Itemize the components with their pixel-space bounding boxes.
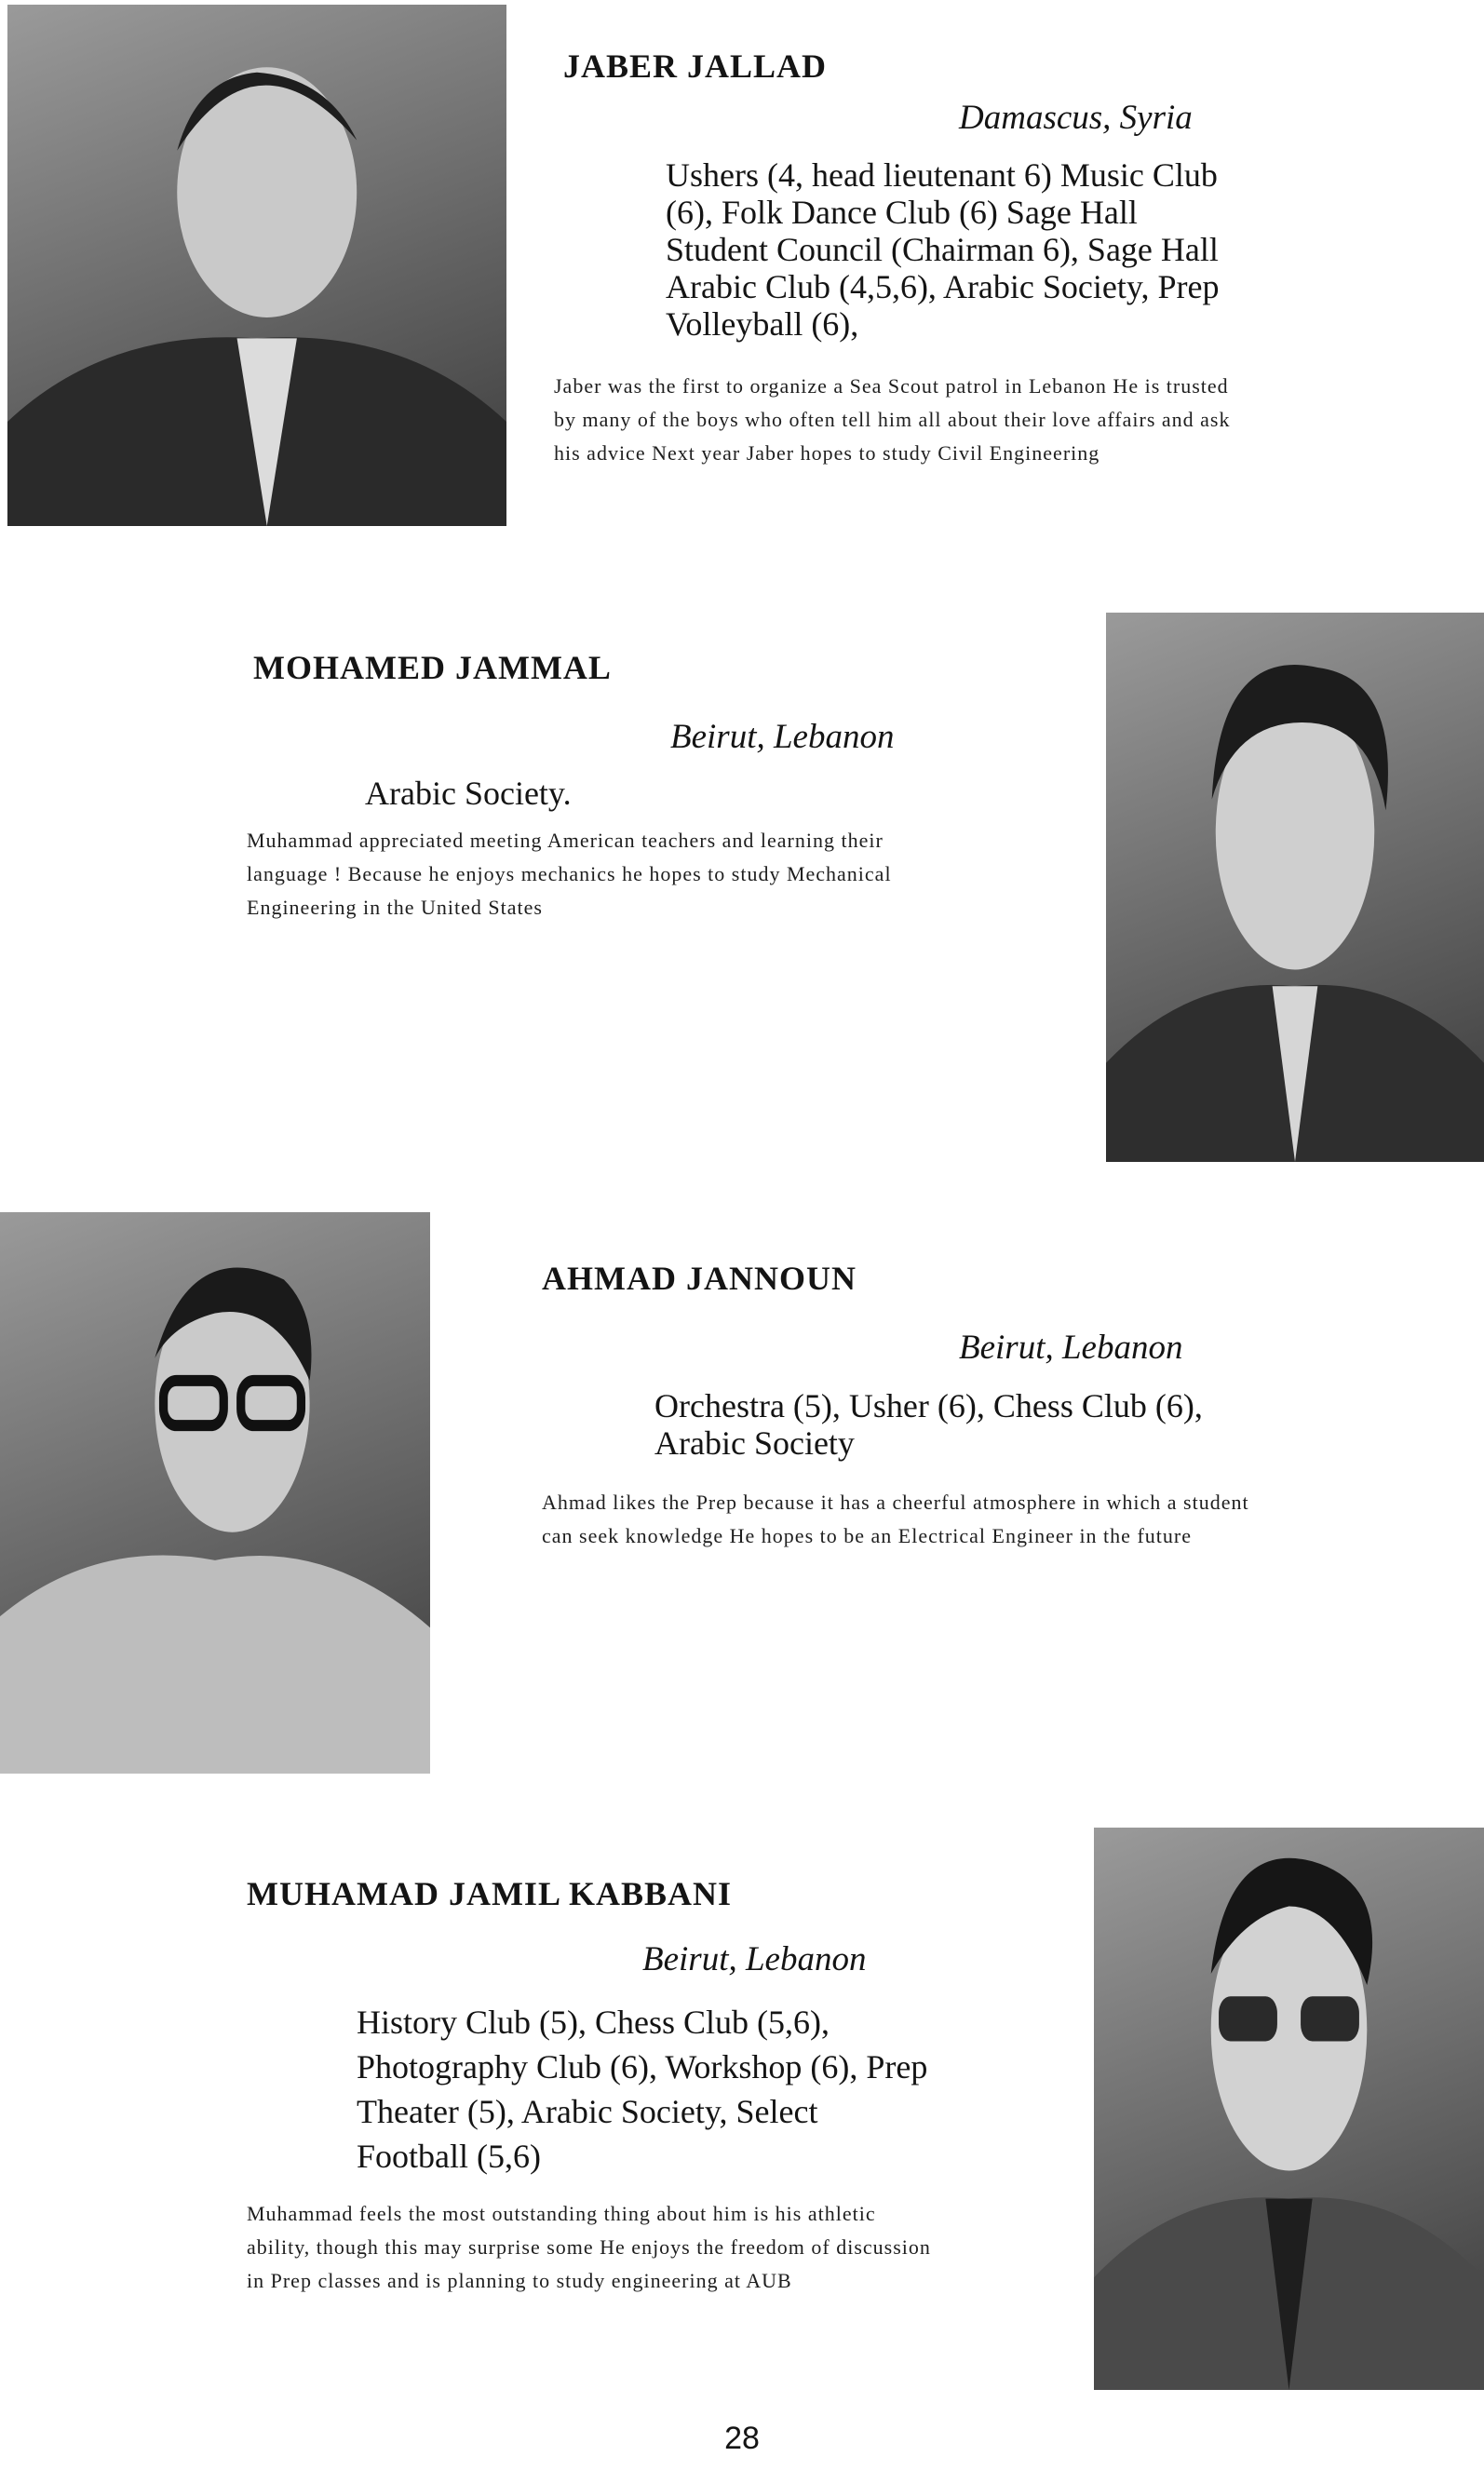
page-number: 28 [724, 2421, 760, 2456]
student-activities: Orchestra (5), Usher (6), Chess Club (6), Arabic Society [654, 1387, 1203, 1462]
portrait-photo-jaber-jallad [7, 5, 506, 526]
student-biography: Muhammad appreciated meeting American teachers and learning their language ! Because he enjoys mechanics he hopes to study Mechanical Engineering in the United States [247, 829, 892, 919]
student-biography: Ahmad likes the Prep because it has a cheerful atmosphere in which a student can seek knowledge He hopes to be an Electrical Engineer in the future [542, 1491, 1249, 1547]
student-activities: Arabic Society. [365, 775, 572, 812]
student-biography: Jaber was the first to organize a Sea Scout patrol in Lebanon He is trusted by many of the boys who often tell him all about their love affairs and ask his advice Next year Jaber hopes to study Civil Engineering [554, 374, 1231, 465]
student-activities: Ushers (4, head lieutenant 6) Music Club (6), Folk Dance Club (6) Sage Hall Student Council (Chairman 6), Sage Hall Arabic Club (4,5,6), Arabic Society, Prep Volleyball (6), [666, 156, 1220, 343]
student-name: MOHAMED JAMMAL [253, 649, 612, 686]
portrait-photo-muhamad-jamil-kabbani [1094, 1828, 1484, 2390]
portrait-photo-mohamed-jammal [1106, 613, 1484, 1162]
student-hometown: Beirut, Lebanon [670, 718, 895, 756]
student-biography: Muhammad feels the most outstanding thing about him is his athletic ability, though this may surprise some He enjoys the freedom of discussion in Prep classes and is planning to study engineering at AUB [247, 2202, 931, 2292]
student-name: MUHAMAD JAMIL KABBANI [247, 1875, 732, 1912]
student-name: AHMAD JANNOUN [542, 1260, 857, 1297]
portrait-photo-ahmad-jannoun [0, 1212, 430, 1774]
student-hometown: Beirut, Lebanon [959, 1329, 1183, 1367]
student-name: JABER JALLAD [563, 47, 828, 85]
student-hometown: Beirut, Lebanon [642, 1940, 867, 1978]
student-hometown: Damascus, Syria [959, 99, 1193, 137]
student-activities: History Club (5), Chess Club (5,6), Photography Club (6), Workshop (6), Prep Theater (5), Arabic Society, Select Football (5,6) [357, 2004, 928, 2175]
